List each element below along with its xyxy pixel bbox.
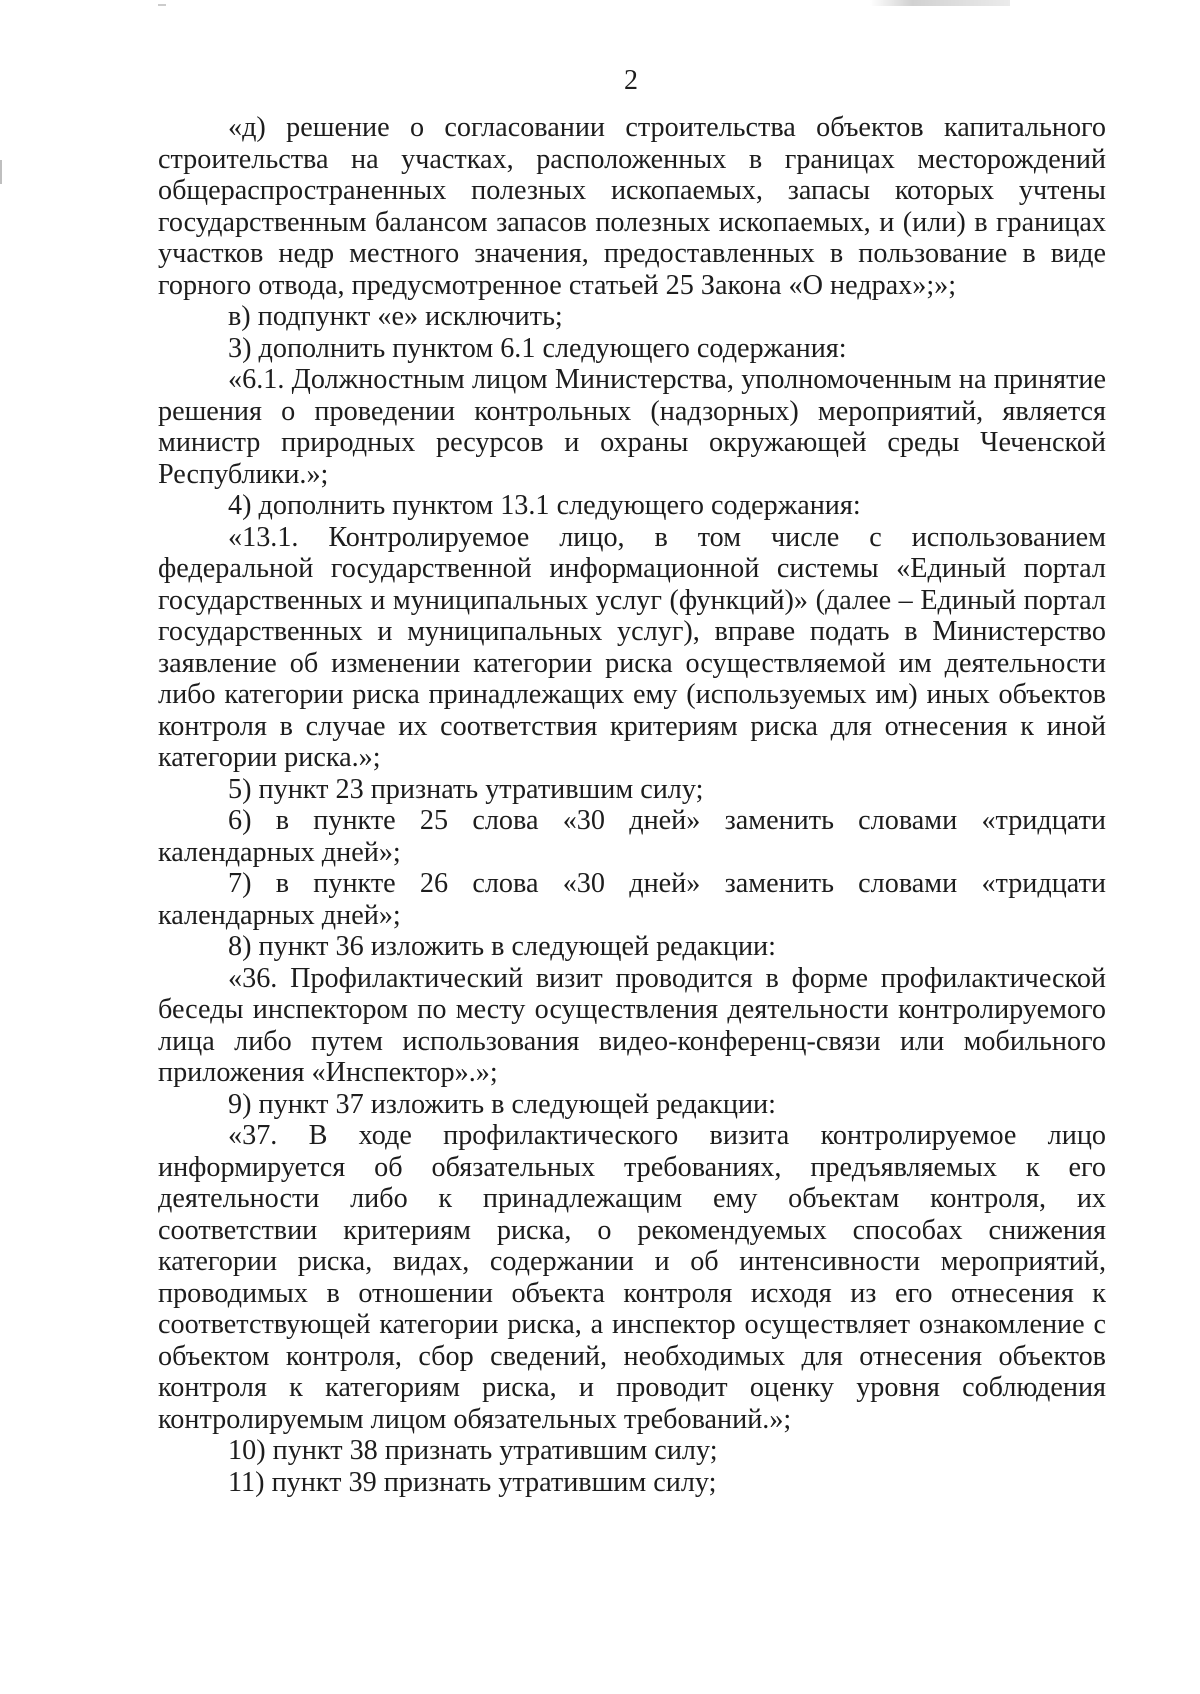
paragraph-item-9: 9) пункт 37 изложить в следующей редакции: [228, 1088, 776, 1120]
scan-artifact-top [870, 0, 1010, 6]
paragraph-item-6: 6) в пункте 25 слова «30 дней» заменить словами «тридцати календарных дней»; [158, 805, 1106, 868]
paragraph-item-10: 10) пункт 38 признать утратившим силу; [228, 1435, 718, 1466]
paragraph-point-37: «37. В ходе профилактического визита контролируемое лицо информируется об обязательных требованиях, предъявляемых к его деятельности либо к принадлежащим ему объектам контроля, их соответствии критериям риска, о рекомендуемых способах снижения категории риска, видах, содержании и об интенсивности мероприятий, проводимых в отношении объекта контроля исходя из его отнесения к соответствующей категории риска, а инспектор осуществляет ознакомление с объектом контроля, сбор сведений, необходимых для отнесения объектов контроля к категориям риска, и проводит оценку уровня соблюдения контролируемым лицом обязательных требований.»; [158, 1120, 1106, 1435]
paragraph-item-8: 8) пункт 36 изложить в следующей редакции: [228, 931, 776, 962]
paragraph-item-4: 4) дополнить пунктом 13.1 следующего содержания: [228, 490, 861, 521]
paragraph-item-5: 5) пункт 23 признать утратившим силу; [228, 773, 704, 805]
paragraph-point-36: «36. Профилактический визит проводится в форме профилактической беседы инспектором по месту осуществления деятельности контролируемого лица либо путем использования видео-конференц-связи или мобильного приложения «Инспектор».»; [158, 962, 1106, 1088]
scan-artifact-dot [158, 4, 166, 6]
paragraph-subitem-e-exclude: в) подпункт «е» исключить; [228, 301, 563, 332]
paragraph-point-13-1: «13.1. Контролируемое лицо, в том числе с использованием федеральной государственной информационной системы «Единый портал государственных и муниципальных услуг (функций)» (далее – Единый портал государственных и муниципальных услуг), вправе подать в Министерство заявление об изменении категории риска осуществляемой им деятельности либо категории риска принадлежащих ему (используемых им) иных объектов контроля в случае их соответствия критериям риска для отнесения к иной категории риска.»; [158, 521, 1106, 773]
paragraph-item-11: 11) пункт 39 признать утратившим силу; [228, 1466, 717, 1498]
paragraph-subitem-d: «д) решение о согласовании строительства объектов капитального строительства на участках, расположенных в границах месторождений общераспространенных полезных ископаемых, запасы которых учтены государственным балансом запасов полезных ископаемых, и (или) в границах участков недр местного значения, предоставленных в пользование в виде горного отвода, предусмотренное статьей 25 Закона «О недрах»;»; [158, 112, 1106, 301]
paragraph-point-6-1: «6.1. Должностным лицом Министерства, уполномоченным на принятие решения о проведении контрольных (надзорных) мероприятий, является министр природных ресурсов и охраны окружающей среды Чеченской Республики.»; [158, 364, 1106, 490]
paragraph-item-3: 3) дополнить пунктом 6.1 следующего содержания: [228, 332, 847, 364]
page-number: 2 [624, 65, 638, 96]
paragraph-item-7: 7) в пункте 26 слова «30 дней» заменить словами «тридцати календарных дней»; [158, 868, 1106, 931]
document-body [158, 112, 1106, 1498]
scan-artifact-left [0, 160, 2, 184]
